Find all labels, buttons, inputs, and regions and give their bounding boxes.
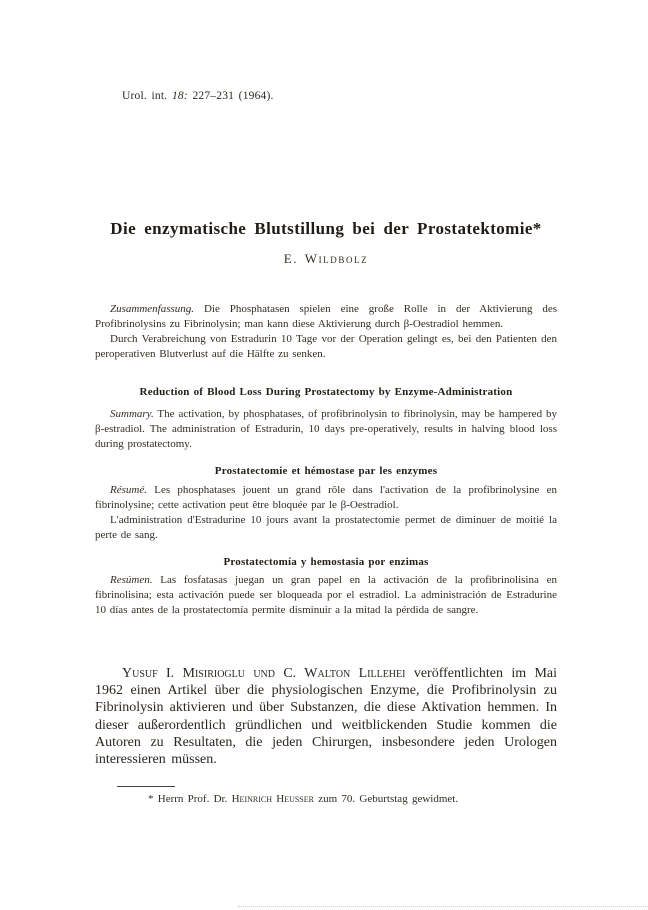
abstract-french-label: Résumé. bbox=[110, 484, 147, 496]
footnote-divider bbox=[117, 786, 175, 787]
abstract-spanish-label: Resúmen. bbox=[110, 574, 153, 586]
abstract-spanish-heading: Prostatectomía y hemostasia por enzimas bbox=[223, 556, 429, 568]
abstract-german-text1: Die Phosphatasen spielen eine große Rolle in der Aktivierung des Profibrinolysins zu Fibrinolysin; man kann diese Aktivierung durch β-Oestradiol hemmen. bbox=[95, 303, 558, 330]
body-paragraph bbox=[95, 665, 557, 768]
abstract-french-para1 bbox=[95, 483, 557, 513]
abstract-spanish-para1 bbox=[95, 573, 557, 618]
abstract-french bbox=[95, 483, 557, 543]
footnote-dedicatee-name: Heinrich Heusser bbox=[231, 793, 314, 805]
abstract-english-text1: The activation, by phosphatases, of profibrinolysin to fibrinolysin, may be hampered by β-estradiol. The administration of Estradurin, 10 days pre-operatively, results in halving blood loss during prostatectomy. bbox=[95, 408, 557, 450]
abstract-german bbox=[95, 302, 557, 362]
abstract-german-label: Zusammenfassung. bbox=[110, 303, 195, 315]
abstract-german-para2: Durch Verabreichung von Estradurin 10 Tage vor der Operation gelingt es, bei den Patienten den peroperativen Blutverlust auf die Hälfte zu senken. bbox=[95, 333, 557, 360]
body-text: veröffentlichten im Mai 1962 einen Artikel über die physiologischen Enzyme, die Profibrinolysin zu Fibrinolysin aktivieren und über Substanzen, die diese Aktivation hemmen. In dieser außerordentlich gründlichen und weitblickenden Studie kommen die Autoren zu Resultaten, die jeden Chirurgen, insbesondere jeden Urologen interessieren müssen. bbox=[95, 666, 558, 768]
footnote-suffix: zum 70. Geburtstag gewidmet. bbox=[313, 793, 459, 805]
abstract-english-heading: Reduction of Blood Loss During Prostatectomy by Enzyme-Administration bbox=[139, 386, 513, 398]
abstract-english bbox=[95, 407, 557, 452]
body-author-names: Yusuf I. Misirioglu und C. Walton Lillehei bbox=[122, 666, 406, 681]
abstract-german-para1 bbox=[95, 302, 557, 332]
article-author: E. Wildbolz bbox=[283, 251, 369, 266]
abstract-french-text1: Les phosphatases jouent un grand rôle dans l'activation de la profibrinolysine en fibrinolysine; cette activation peut être bloquée par le β-Oestradiol. bbox=[95, 484, 557, 511]
article-title: Die enzymatische Blutstillung bei der Prostatektomie* bbox=[110, 219, 542, 238]
abstract-french-para2: L'administration d'Estradurine 10 jours avant la prostatectomie permet de diminuer de moitié la perte de sang. bbox=[95, 514, 557, 541]
abstract-english-label: Summary. bbox=[110, 408, 154, 420]
journal-citation bbox=[122, 90, 274, 102]
journal-pages: 227–231 (1964). bbox=[192, 90, 274, 102]
journal-name: Urol. int. bbox=[122, 90, 168, 102]
abstract-spanish-text1: Las fosfatasas juegan un gran papel en la activación de la profibrinolisina en fibrinolisina; esta activación puede ser bloqueada por el estradiol. La administración de Estradurine 10 días antes de la prostatectomía permite disminuir a la mitad la pérdida de sangre. bbox=[95, 574, 557, 616]
abstract-english-para1 bbox=[95, 407, 557, 452]
abstract-french-heading: Prostatectomie et hémostase par les enzymes bbox=[214, 465, 438, 477]
journal-volume: 18: bbox=[171, 90, 188, 102]
footnote-prefix: * Herrn Prof. Dr. bbox=[148, 793, 232, 805]
scan-edge-artifact bbox=[238, 906, 648, 907]
dedication-footnote bbox=[95, 792, 610, 807]
abstract-spanish bbox=[95, 573, 557, 618]
